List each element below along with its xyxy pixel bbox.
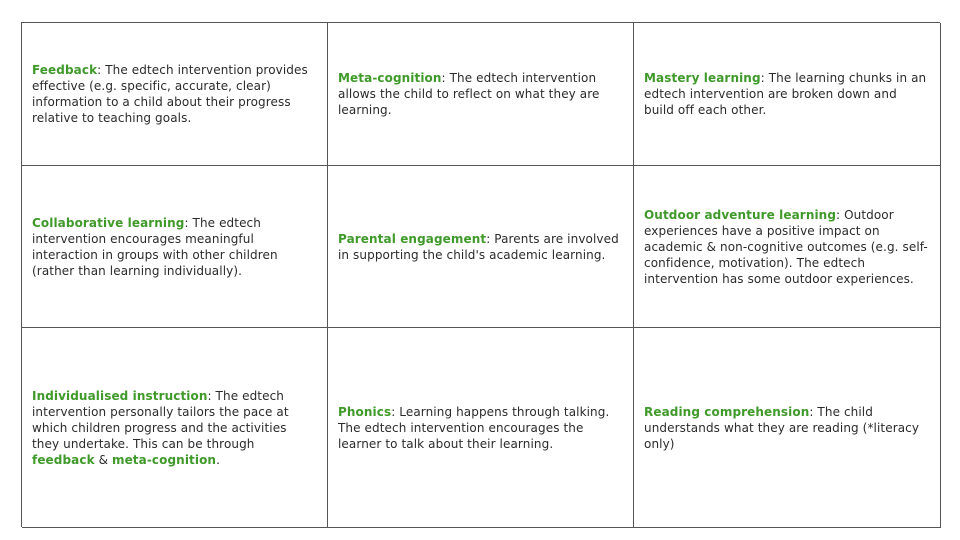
cell-meta-cognition <box>328 23 634 166</box>
term-description: : The learning chunks in an edtech intervention are broken down and build off each other. <box>644 71 927 117</box>
cell-feedback <box>22 23 328 166</box>
cell-text <box>644 70 930 118</box>
term-label: Phonics <box>338 404 392 419</box>
cell-text <box>338 70 623 118</box>
term-description: : The edtech intervention encourages meaningful interaction in groups with other children (rather than learning individually). <box>32 215 278 278</box>
term-label: Feedback <box>32 63 98 77</box>
term-label: Individualised instruction <box>32 388 208 403</box>
cell-text <box>644 404 930 452</box>
period-text: . <box>216 452 220 467</box>
term-label: Meta-cognition <box>338 71 442 85</box>
cell-individualised-instruction <box>22 328 328 528</box>
cell-collaborative-learning <box>22 166 328 328</box>
cell-mastery-learning <box>634 23 941 166</box>
cell-text <box>338 231 623 263</box>
term-description: : The edtech intervention personally tailors the pace at which children progress and the activities they undertake. This can be through <box>32 388 289 451</box>
cell-parental-engagement <box>328 166 634 328</box>
term-description: : The child understands what they are reading (*literacy only) <box>644 404 920 451</box>
cell-phonics <box>328 328 634 528</box>
term-label: Collaborative learning <box>32 215 185 230</box>
cell-outdoor-adventure-learning <box>634 166 941 328</box>
term-reference-meta-cognition: meta-cognition <box>111 452 217 467</box>
cell-text <box>644 207 930 287</box>
cell-text <box>32 215 317 279</box>
cell-text <box>32 62 317 126</box>
term-description: : Outdoor experiences have a positive impact on academic & non-cognitive outcomes (e.g. self-confidence, motivation). The edtech intervention has some outdoor experiences. <box>644 207 928 286</box>
term-description: : The edtech intervention provides effective (e.g. specific, accurate, clear) information to a child about their progress relative to teaching goals. <box>32 63 308 125</box>
term-label: Reading comprehension <box>644 404 810 419</box>
term-description: : Parents are involved in supporting the child's academic learning. <box>338 231 619 262</box>
term-description: : The edtech intervention allows the child to reflect on what they are learning. <box>338 71 600 117</box>
cell-text <box>32 388 317 468</box>
cell-text <box>338 404 623 452</box>
term-label: Parental engagement <box>338 231 487 246</box>
cell-reading-comprehension <box>634 328 941 528</box>
ampersand-text: & <box>94 452 112 467</box>
term-label: Mastery learning <box>644 71 761 85</box>
concept-grid <box>21 22 940 527</box>
term-description: : Learning happens through talking. The edtech intervention encourages the learner to talk about their learning. <box>338 404 610 451</box>
term-reference-feedback: feedback <box>32 452 95 467</box>
term-label: Outdoor adventure learning <box>644 207 837 222</box>
